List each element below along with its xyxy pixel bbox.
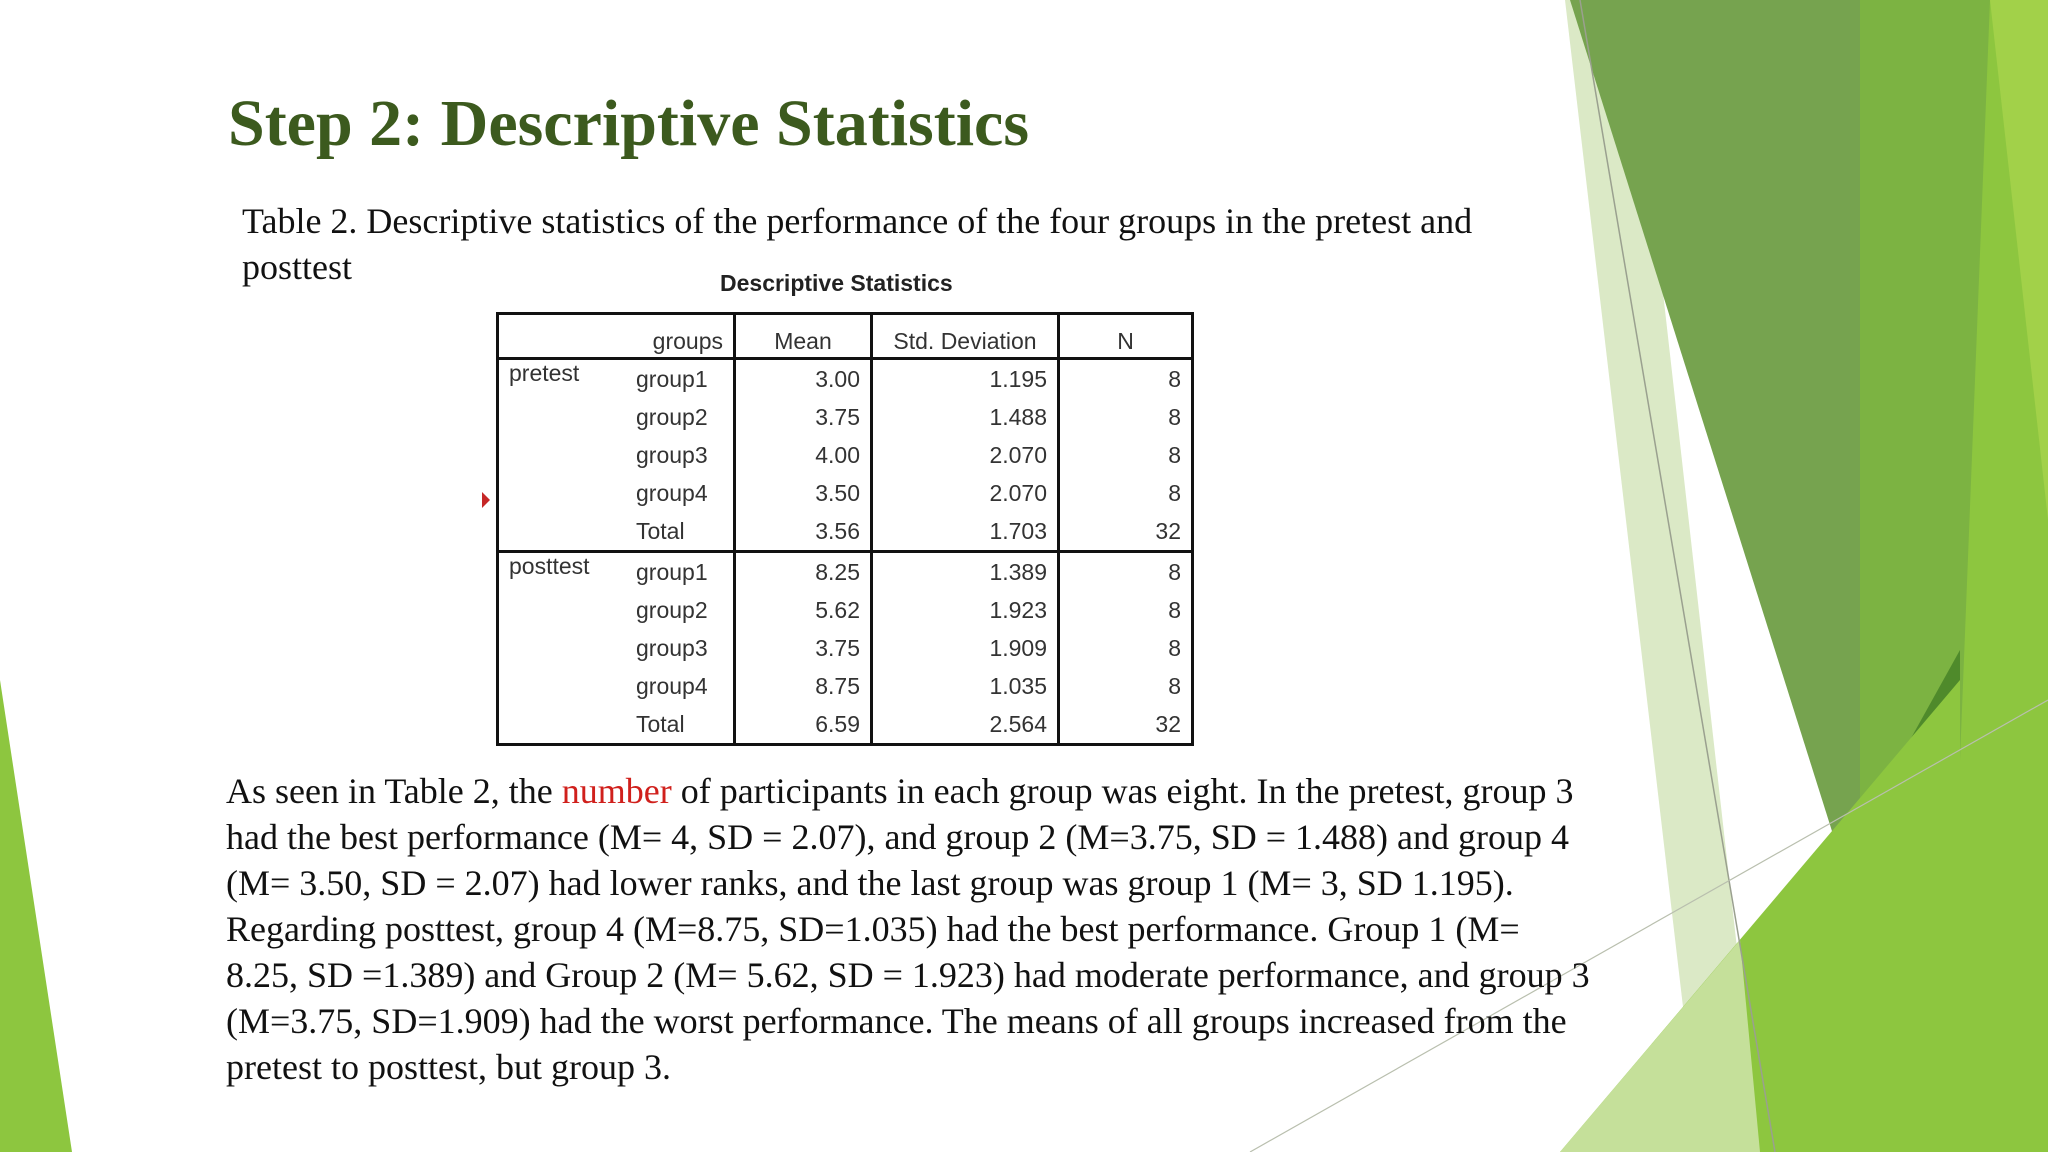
n-cell: 8 — [1168, 672, 1181, 699]
highlighted-word: number — [561, 771, 672, 811]
group-cell: group2 — [626, 591, 735, 629]
n-cell: 8 — [1168, 479, 1181, 506]
mean-cell: 4.00 — [735, 436, 872, 474]
mean-cell: 3.56 — [735, 512, 872, 552]
row-marker-icon — [482, 492, 490, 508]
n-cell: 8 — [1059, 552, 1193, 592]
paragraph-text-start: As seen in Table 2, the — [226, 771, 562, 811]
bottom-light-wedge — [1560, 680, 1960, 1152]
header-std-deviation: Std. Deviation — [872, 314, 1059, 359]
n-cell: 8 — [1168, 365, 1181, 392]
mean-cell: 8.25 — [735, 552, 872, 592]
mean-cell: 8.75 — [735, 667, 872, 705]
sd-cell: 1.703 — [872, 512, 1059, 552]
table-row — [498, 552, 1193, 592]
mean-cell: 3.75 — [735, 398, 872, 436]
sd-cell: 1.909 — [872, 629, 1059, 667]
mean-cell: 5.62 — [735, 591, 872, 629]
left-green-wedge — [0, 680, 72, 1152]
sd-cell: 2.564 — [872, 705, 1059, 745]
group-cell: group4 — [626, 474, 735, 512]
header-n: N — [1059, 314, 1193, 359]
n-cell: 8 — [1168, 403, 1181, 430]
sd-cell: 1.389 — [872, 552, 1059, 592]
group-cell: group4 — [626, 667, 735, 705]
descriptive-statistics-table — [496, 312, 1194, 746]
n-cell: 8 — [1168, 596, 1181, 623]
table-caption: Table 2. Descriptive statistics of the performance of the four groups in the pretest and posttest — [242, 201, 1473, 287]
mean-cell: 3.00 — [735, 359, 872, 399]
mean-cell: 3.75 — [735, 629, 872, 667]
group-cell: group3 — [626, 629, 735, 667]
slide-title: Step 2: Descriptive Statistics — [228, 87, 1030, 160]
variable-label: posttest — [498, 552, 627, 745]
sd-cell: 2.070 — [872, 436, 1059, 474]
sd-cell: 2.070 — [872, 474, 1059, 512]
table-header-row — [498, 314, 1193, 359]
header-mean: Mean — [735, 314, 872, 359]
n-cell: 8 — [1168, 441, 1181, 468]
group-cell: group3 — [626, 436, 735, 474]
sd-cell: 1.195 — [872, 359, 1059, 399]
group-cell: group1 — [626, 552, 735, 592]
table-title: Descriptive Statistics — [720, 270, 953, 296]
variable-label: pretest — [509, 360, 580, 386]
sd-cell: 1.488 — [872, 398, 1059, 436]
n-cell: 32 — [1155, 710, 1181, 737]
paragraph-text-rest: of participants in each group was eight. In the pretest, group 3 had the best performance (M= 4, SD = 2.07), and group 2 (M=3.75, SD = 1.488) and group 4 (M= 3.50, SD = 2.07) had lower ranks, and the last group was group 1 (M= 3, SD 1.195). Regarding posttest, group 4 (M=8.75, SD=1.035) had the best performance. Group 1 (M= 8.25, SD =1.389) and Group 2 (M= 5.62, SD = 1.923) had moderate performance, and group 3 (M=3.75, SD=1.909) had the worst performance. The means of all groups increased from the pretest to posttest, but group 3. — [226, 771, 1590, 1087]
group-cell: Total — [626, 705, 735, 745]
header-groups: groups — [626, 314, 735, 359]
header-variable — [498, 314, 627, 359]
group-cell: Total — [626, 512, 735, 552]
sd-cell: 1.923 — [872, 591, 1059, 629]
n-cell: 32 — [1155, 517, 1181, 544]
mean-cell: 3.50 — [735, 474, 872, 512]
group-cell: group2 — [626, 398, 735, 436]
results-paragraph — [226, 768, 1596, 1090]
table-row — [498, 359, 1193, 399]
sd-cell: 1.035 — [872, 667, 1059, 705]
n-cell: 8 — [1168, 634, 1181, 661]
group-cell: group1 — [626, 359, 735, 399]
mean-cell: 6.59 — [735, 705, 872, 745]
